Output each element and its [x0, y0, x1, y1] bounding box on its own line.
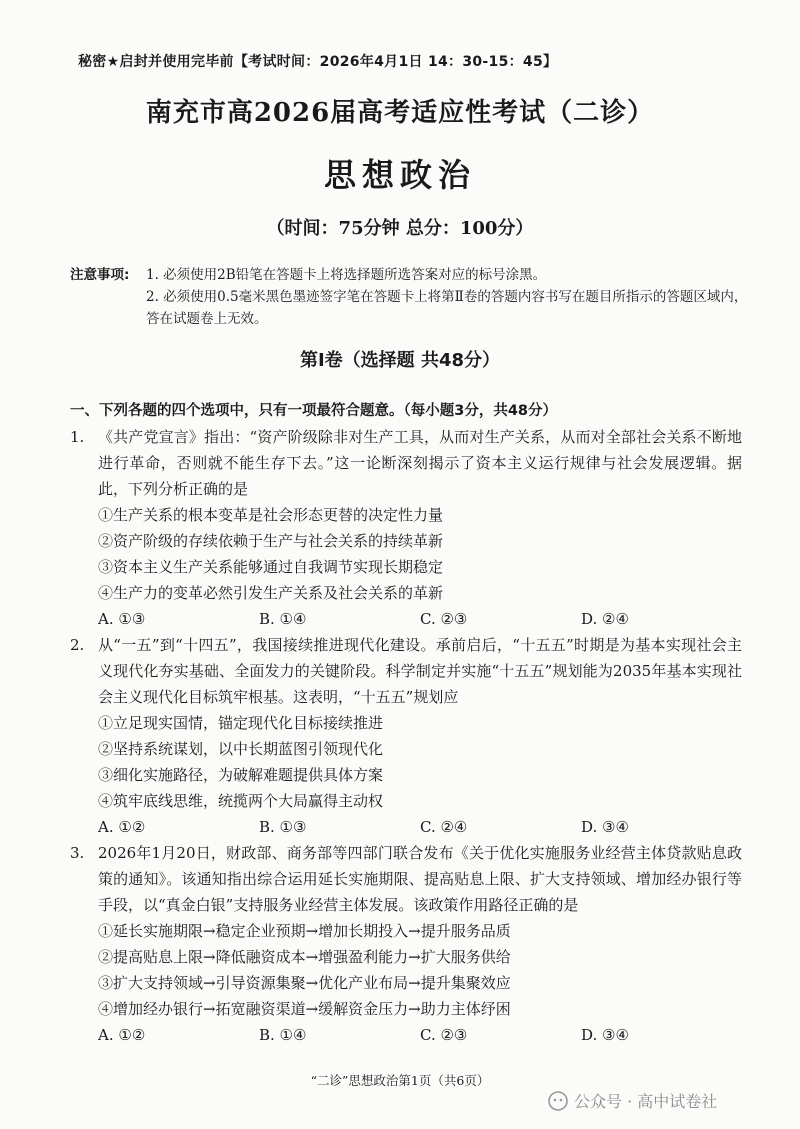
notice-block	[70, 264, 750, 330]
option-item: ④筑牢底线思维，统揽两个大局赢得主动权	[98, 792, 384, 810]
answer-choice: A. ①③	[98, 610, 146, 628]
question-2	[70, 632, 742, 840]
option-item: ③资本主义生产关系能够通过自我调节实现长期稳定	[98, 558, 444, 576]
option-item: ①延长实施期限→稳定企业预期→增加长期投入→提升服务品质	[98, 922, 511, 940]
answer-choices	[70, 814, 742, 840]
question-number: 1.	[70, 428, 85, 446]
question-3	[70, 840, 742, 1048]
answer-choice: B. ①④	[259, 1026, 307, 1044]
part-title: 第Ⅰ卷（选择题 共48分）	[299, 350, 500, 371]
answer-choice: C. ②③	[420, 1026, 468, 1044]
option-item: ②资产阶级的存续依赖于生产与社会关系的持续革新	[98, 532, 444, 550]
answer-choice: D. ③④	[581, 1026, 629, 1044]
question-number: 2.	[70, 636, 85, 654]
answer-choices	[70, 1022, 742, 1048]
watermark-text: 公众号 · 高中试卷社	[574, 1092, 718, 1111]
wechat-icon	[548, 1091, 568, 1111]
section-title: 一、下列各题的四个选项中，只有一项最符合题意。（每小题3分，共48分）	[70, 403, 558, 419]
notice-item: 1. 必须使用2B铅笔在答题卡上将选择题所选答案对应的标号涂黑。	[146, 267, 547, 283]
answer-choice: A. ①②	[98, 818, 146, 836]
answer-choice: B. ①④	[259, 610, 307, 628]
answer-choice: D. ③④	[581, 818, 629, 836]
question-stem: 2026年1月20日，财政部、商务部等四部门联合发布《关于优化实施服务业经营主体贷款贴息政策的通知》。该通知指出综合运用延长实施期限、提高贴息上限、扩大支持领域、增加经办银行等手段，以“真金白银”支持服务业经营主体发展。该政策作用路径正确的是	[98, 844, 742, 914]
option-item: ③细化实施路径，为破解难题提供具体方案	[98, 766, 384, 784]
option-item: ④增加经办银行→拓宽融资渠道→缓解资金压力→助力主体纾困	[98, 1000, 511, 1018]
question-stem: 《共产党宣言》指出：“资产阶级除非对生产工具，从而对生产关系，从而对全部社会关系不断地进行革命，否则就不能生存下去。”这一论断深刻揭示了资本主义运行规律与社会发展逻辑。据此，下列分析正确的是	[98, 428, 742, 498]
notice-label: 注意事项:	[70, 267, 130, 283]
answer-choice: D. ②④	[581, 610, 629, 628]
option-item: ③扩大支持领域→引导资源集聚→优化产业布局→提升集聚效应	[98, 974, 511, 992]
watermark	[548, 1089, 717, 1112]
option-item: ①生产关系的根本变革是社会形态更替的决定性力量	[98, 506, 444, 524]
subject-title: 思想政治	[323, 156, 476, 194]
answer-choice: A. ①②	[98, 1026, 146, 1044]
page-footer: “二诊”思想政治第1页（共6页）	[310, 1073, 490, 1088]
answer-choice: C. ②③	[420, 610, 468, 628]
answer-choices	[70, 606, 742, 632]
notice-item: 2. 必须使用0.5毫米黑色墨迹签字笔在答题卡上将第Ⅱ卷的答题内容书写在题目所指示的答题区域内，答在试题卷上无效。	[146, 289, 748, 327]
answer-choice: C. ②④	[420, 818, 468, 836]
time-info: （时间：75分钟 总分：100分）	[266, 218, 534, 239]
exam-title: 南充市高2026届高考适应性考试（二诊）	[145, 98, 655, 128]
question-stem: 从“一五”到“十四五”，我国接续推进现代化建设。承前启后，“十五五”时期是为基本实现社会主义现代化夯实基础、全面发力的关键阶段。科学制定并实施“十五五”规划能为2035年基本实现社会主义现代化目标筑牢根基。这表明，“十五五”规划应	[98, 636, 742, 706]
option-item: ①立足现实国情，锚定现代化目标接续推进	[98, 714, 384, 732]
confidential-notice: 秘密★启封并使用完毕前【考试时间：2026年4月1日 14：30-15：45】	[78, 54, 558, 70]
option-item: ④生产力的变革必然引发生产关系及社会关系的革新	[98, 584, 444, 602]
option-item: ②提高贴息上限→降低融资成本→增强盈利能力→扩大服务供给	[98, 948, 511, 966]
question-1	[70, 424, 742, 632]
option-item: ②坚持系统谋划，以中长期蓝图引领现代化	[98, 740, 384, 758]
question-number: 3.	[70, 844, 85, 862]
answer-choice: B. ①③	[259, 818, 307, 836]
